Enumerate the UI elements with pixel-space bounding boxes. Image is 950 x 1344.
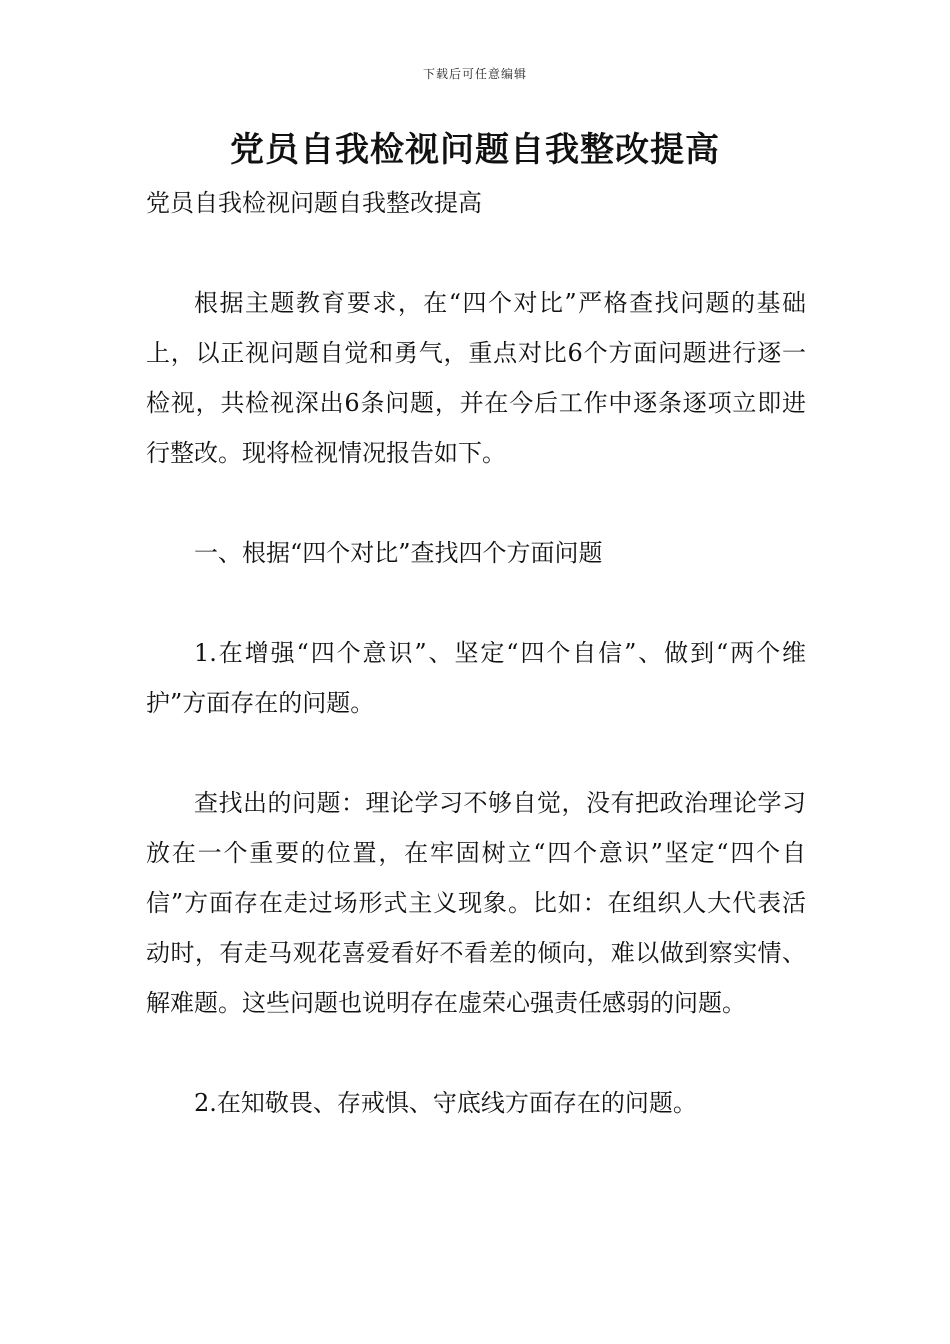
item-heading-1: 1.在增强“四个意识”、坚定“四个自信”、做到“两个维护”方面存在的问题。 (146, 639, 806, 717)
section-heading-1: 一、根据“四个对比”查找四个方面问题 (194, 539, 603, 567)
intro-paragraph: 根据主题教育要求，在“四个对比”严格查找问题的基础上，以正视问题自觉和勇气，重点对比6个方面问题进行逐一检视，共检视深出6条问题，并在今后工作中逐条逐项立即进行整改。现将检视情况报告如下。 (146, 289, 806, 467)
document-body (146, 178, 806, 1128)
document-subtitle: 党员自我检视问题自我整改提高 (146, 189, 482, 217)
item-findings-1: 查找出的问题：理论学习不够自觉，没有把政治理论学习放在一个重要的位置，在牢固树立“四个意识”坚定“四个自信”方面存在走过场形式主义现象。比如：在组织人大代表活动时，有走马观花喜爱看好不看差的倾向，难以做到察实情、解难题。这些问题也说明存在虚荣心强责任感弱的问题。 (146, 789, 806, 1017)
document-title: 党员自我检视问题自我整改提高 (230, 130, 720, 170)
item-heading-2: 2.在知敬畏、存戒惧、守底线方面存在的问题。 (194, 1089, 697, 1117)
header-note: 下载后可任意编辑 (422, 67, 527, 81)
